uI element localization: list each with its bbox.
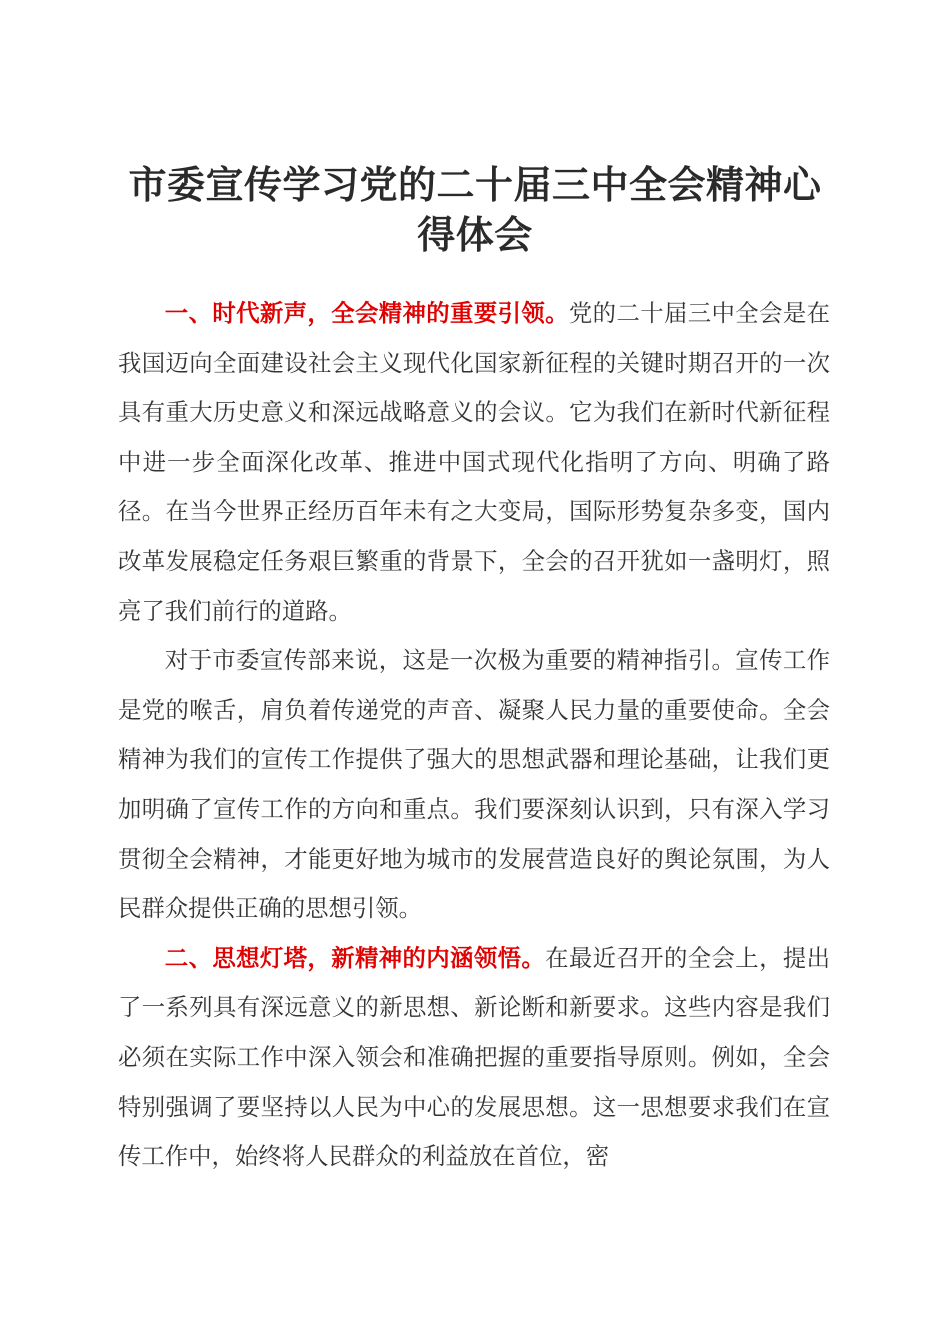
document-body: [118, 289, 830, 1182]
paragraph: [118, 289, 830, 636]
section-heading: 二、思想灯塔，新精神的内涵领悟。: [164, 943, 546, 972]
document-title: 市委宣传学习党的二十届三中全会精神心得体会: [128, 162, 822, 257]
paragraph: [118, 636, 830, 934]
section-heading: 一、时代新声，全会精神的重要引领。: [164, 299, 569, 327]
paragraph-text: 对于市委宣传部来说，这是一次极为重要的精神指引。宣传工作是党的喉舌，肩负着传递党的声音、凝聚人民力量的重要使命。全会精神为我们的宣传工作提供了强大的思想武器和理论基础，让我们更加明确了宣传工作的方向和重点。我们要深刻认识到，只有深入学习贯彻全会精神，才能更好地为城市的发展营造良好的舆论氛围，为人民群众提供正确的思想引领。: [118, 646, 830, 923]
paragraph-text: 在最近召开的全会上，提出了一系列具有深远意义的新思想、新论断和新要求。这些内容是我们必须在实际工作中深入领会和准确把握的重要指导原则。例如，全会特别强调了要坚持以人民为中心的发展思想。这一思想要求我们在宣传工作中，始终将人民群众的利益放在首位，密: [118, 943, 831, 1171]
paragraph-text: 党的二十届三中全会是在我国迈向全面建设社会主义现代化国家新征程的关键时期召开的一次具有重大历史意义和深远战略意义的会议。它为我们在新时代新征程中进一步全面深化改革、推进中国式现代化指明了方向、明确了路径。在当今世界正经历百年未有之大变局，国际形势复杂多变，国内改革发展稳定任务艰巨繁重的背景下，全会的召开犹如一盏明灯，照亮了我们前行的道路。: [118, 299, 831, 625]
paragraph: [118, 934, 830, 1182]
